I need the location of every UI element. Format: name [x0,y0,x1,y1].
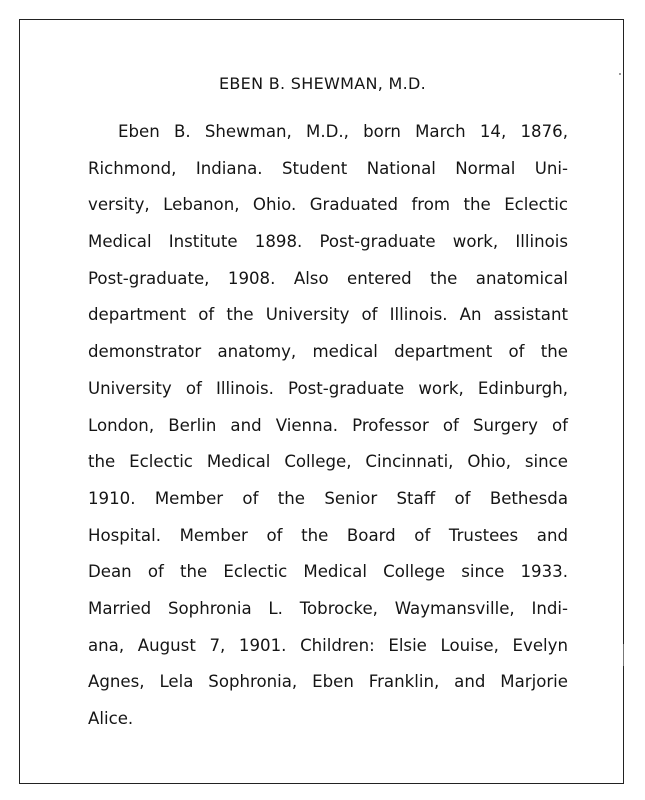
bio-line: Richmond, Indiana. Student National Normal Uni- [88,158,568,178]
bio-line: department of the University of Illinois. An assistant [88,305,568,325]
bio-line: Agnes, Lela Sophronia, Eben Franklin, and Marjorie [88,672,568,692]
bio-line: versity, Lebanon, Ohio. Graduated from the Eclectic [88,195,568,215]
bio-line: London, Berlin and Vienna. Professor of Surgery of [88,415,568,435]
bio-line: Eben B. Shewman, M.D., born March 14, 1876, [118,122,568,141]
bio-line: Hospital. Member of the Board of Trustees and [88,525,568,545]
bio-line: demonstrator anatomy, medical department of the [88,342,568,362]
bio-line: ana, August 7, 1901. Children: Elsie Louise, Evelyn [88,635,568,655]
biography-paragraph [88,114,568,738]
print-speck [623,644,624,666]
page-title: EBEN B. SHEWMAN, M.D. [218,74,426,93]
bio-line: Medical Institute 1898. Post-graduate work, Illinois [88,232,568,252]
bio-line: 1910. Member of the Senior Staff of Bethesda [88,488,568,508]
bio-line: Married Sophronia L. Tobrocke, Waymansville, Indi- [88,598,568,618]
print-speck [619,73,621,75]
bio-line: Alice. [88,709,134,728]
bio-line: University of Illinois. Post-graduate work, Edinburgh, [88,378,568,398]
bio-line: the Eclectic Medical College, Cincinnati, Ohio, since [88,452,568,472]
bio-line: Post-graduate, 1908. Also entered the anatomical [88,268,568,288]
bio-line: Dean of the Eclectic Medical College since 1933. [88,562,568,582]
